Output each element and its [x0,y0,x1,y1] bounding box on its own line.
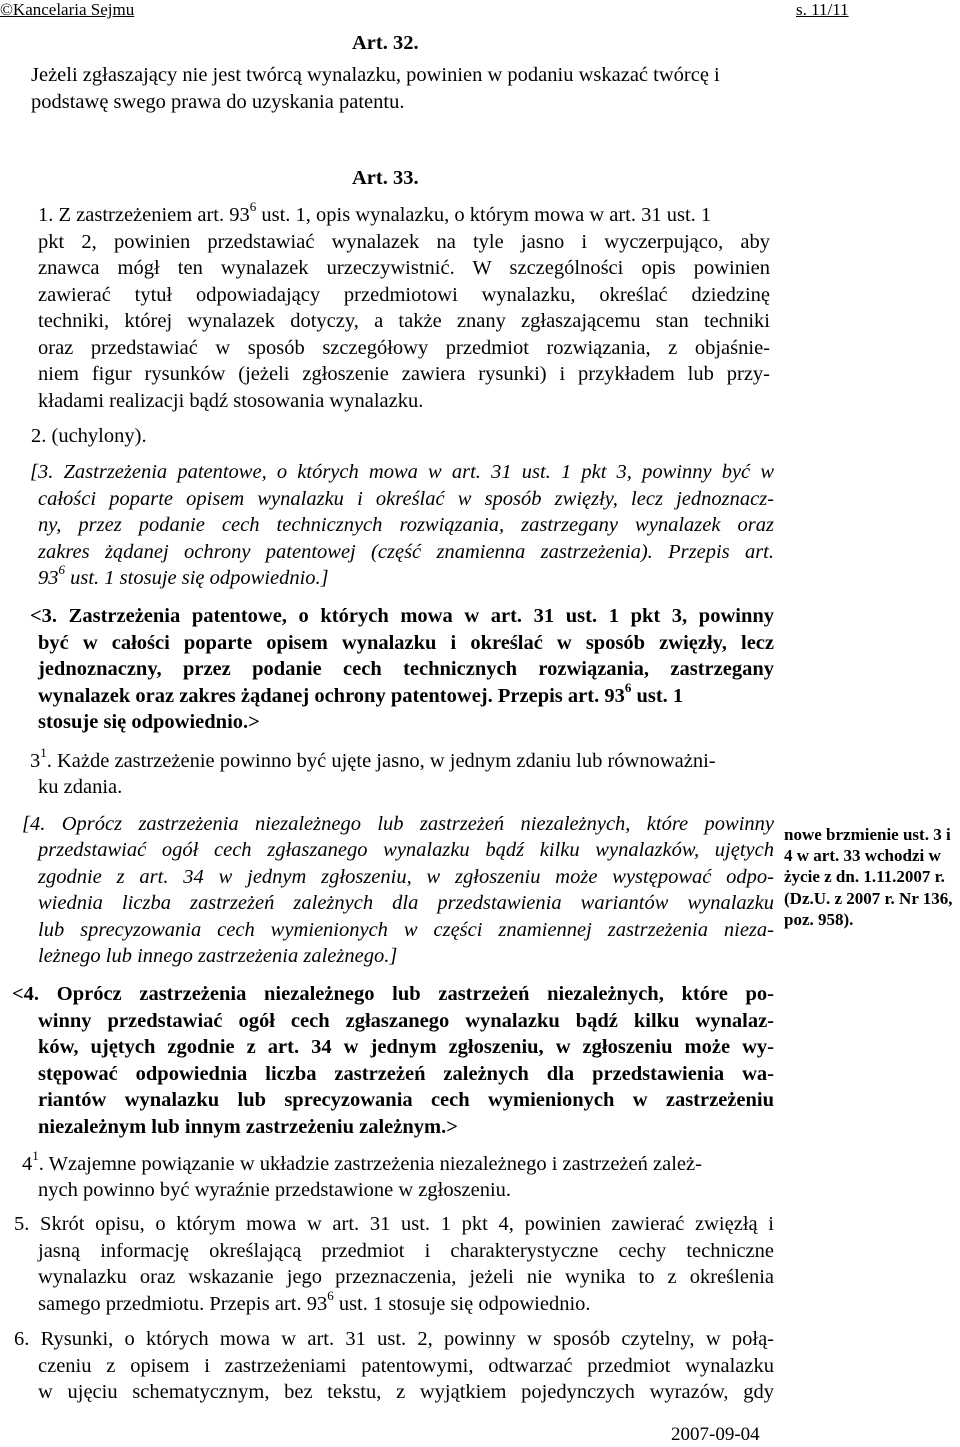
art-33-para-4-new-line: ków, ujętych zgodnie z art. 34 w jednym zgłoszeniu, w zgłoszeniu może wy- [38,1036,774,1058]
art-33-para-1-line: kładami realizacji bądź stosowania wynalazku. [38,390,424,412]
art-33-para-4-old-line: zgodnie z art. 34 w jednym zgłoszeniu, w zgłoszeniu może występować odpo- [38,866,774,888]
art-33-para-3-old-line: [3. Zastrzeżenia patentowe, o których mowa w art. 31 ust. 1 pkt 3, powinny być w [30,461,774,483]
art-33-para-1-line: 1. Z zastrzeżeniem art. $93^6$ ust. 1, opis wynalazku, o którym mowa w art. 31 ust. 1 [38,199,712,226]
art-33-para-4-old-line: przedstawiać ogół cech zgłaszanego wynalazku bądź kilku wynalazków, ujętych [38,839,774,861]
art-33-para-4-1-line: $4^1$. Wzajemne powiązanie w układzie zastrzeżenia niezależnego i zastrzeżeń zależ- [22,1148,702,1175]
art-33-para-3-old-line: całości poparte opisem wynalazku i określać w sposób zwięzły, lecz jednoznacz- [38,488,774,510]
margin-note: nowe brzmienie ust. 3 i 4 w art. 33 wchodzi w życie z dn. 1.11.2007 r. (Dz.U. z 2007 r. Nr 136, poz. 958). [784,825,953,929]
art-33-para-4-old-line: lub sprecyzowania cech wymienionych w części znamiennej zastrzeżenia nieza- [38,919,774,941]
art-33-para-3-old-line: zakres żądanej ochrony patentowej (część znamienna zastrzeżenia). Przepis art. [38,541,774,563]
art-33-para-5-line: wynalazku oraz wskazanie jego przeznaczenia, jeżeli nie wynika to z określenia [38,1266,774,1288]
art-33-para-1-line: techniki, której wynalazek dotyczy, a także znany zgłaszającemu stan techniki [38,310,770,332]
art-33-para-4-old-line: [4. Oprócz zastrzeżenia niezależnego lub zastrzeżeń niezależnych, które powinny [22,813,774,835]
art-33-para-4-new-line: niezależnym lub innym zastrzeżeniu zależnym.> [38,1116,458,1138]
art-33-para-3-old-line: $93^6$ ust. 1 stosuje się odpowiednio.] [38,562,329,589]
art-33-para-6-line: w ujęciu schematycznym, bez tekstu, z wyjątkiem pojedynczych wyrazów, gdy [38,1381,774,1403]
art-33-para-4-1-line: nych powinno być wyraźnie przedstawione w zgłoszeniu. [38,1179,512,1201]
art-33-para-3-new-line: wynalazek oraz zakres żądanej ochrony patentowej. Przepis art. $93^6$ ust. 1 [38,680,684,707]
art-33-para-1-line: zawierać tytuł odpowiadający przedmiotowi wynalazku, określać dziedzinę [38,284,770,306]
art-33-para-3-new-line: <3. Zastrzeżenia patentowe, o których mowa w art. 31 ust. 1 pkt 3, powinny [30,605,774,627]
art-33-para-4-new-line: riantów wynalazku lub sprecyzowania cech wymienionych w zastrzeżeniu [38,1089,774,1111]
art-33-para-6-line: czeniu z opisem i zastrzeżeniami patentowymi, odtwarzać przedmiot wynalazku [38,1355,774,1377]
art-33-para-4-old-line: leżnego lub innego zastrzeżenia zależnego.] [38,945,398,967]
art-33-para-3-new-line: stosuje się odpowiednio.> [38,711,260,733]
art-33-para-1-line: oraz przedstawiać w sposób szczegółowy przedmiot rozwiązania, z objaśnie- [38,337,770,359]
art-33-para-2: 2. (uchylony). [31,425,147,447]
art-33-para-3-old-line: ny, przez podanie cech technicznych rozwiązania, zastrzegany wynalazek oraz [38,514,774,536]
art-33-para-4-new-line: stępować odpowiednia liczba zastrzeżeń zależnych dla przedstawienia wa- [38,1063,774,1085]
art-33-para-3-new-line: być w całości poparte opisem wynalazku i określać w sposób zwięzły, lecz [38,632,774,654]
art-33-para-4-new-line: winny przedstawiać ogół cech zgłaszanego wynalazku bądź kilku wynalaz- [38,1010,774,1032]
art-33-para-1-line: pkt 2, powinien przedstawiać wynalazek na tyle jasno i wyczerpująco, aby [38,231,770,253]
art-33-para-6-line: 6. Rysunki, o których mowa w art. 31 ust. 2, powinny w sposób czytelny, w połą- [14,1328,774,1350]
art-33-para-1-line: niem figur rysunków (jeżeli zgłoszenie zawiera rysunki) i przykładem lub przy- [38,363,770,385]
art-33-para-4-old-line: wiednia liczba zastrzeżeń zależnych dla przedstawienia wariantów wynalazku [38,892,774,914]
header-page-number: s. 11/11 [796,0,849,19]
art-32-heading: Art. 32. [352,32,419,54]
art-32-line: podstawę swego prawa do uzyskania patentu. [31,91,405,113]
art-33-para-5-line: jasną informację określającą przedmiot i charakterystyczne cechy techniczne [38,1240,774,1262]
art-33-para-3-1-line: ku zdania. [38,776,123,798]
art-33-para-3-new-line: jednoznaczny, przez podanie cech technicznych rozwiązania, zastrzegany [38,658,774,680]
art-33-para-5-line: 5. Skrót opisu, o którym mowa w art. 31 ust. 1 pkt 4, powinien zawierać zwięzłą i [14,1213,774,1235]
art-32-line: Jeżeli zgłaszający nie jest twórcą wynalazku, powinien w podaniu wskazać twórcę i [31,64,720,86]
art-33-heading: Art. 33. [352,167,419,189]
art-33-para-4-new-line: <4. Oprócz zastrzeżenia niezależnego lub zastrzeżeń niezależnych, które po- [12,983,774,1005]
footer-date: 2007-09-04 [671,1424,760,1445]
art-33-para-1-line: znawca mógł ten wynalazek urzeczywistnić. W szczególności opis powinien [38,257,770,279]
art-33-para-5-line: samego przedmiotu. Przepis art. $93^6$ ust. 1 stosuje się odpowiednio. [38,1288,591,1315]
art-33-para-3-1-line: $3^1$. Każde zastrzeżenie powinno być ujęte jasno, w jednym zdaniu lub równoważni- [30,745,716,772]
header-source: ©Kancelaria Sejmu [0,0,135,19]
